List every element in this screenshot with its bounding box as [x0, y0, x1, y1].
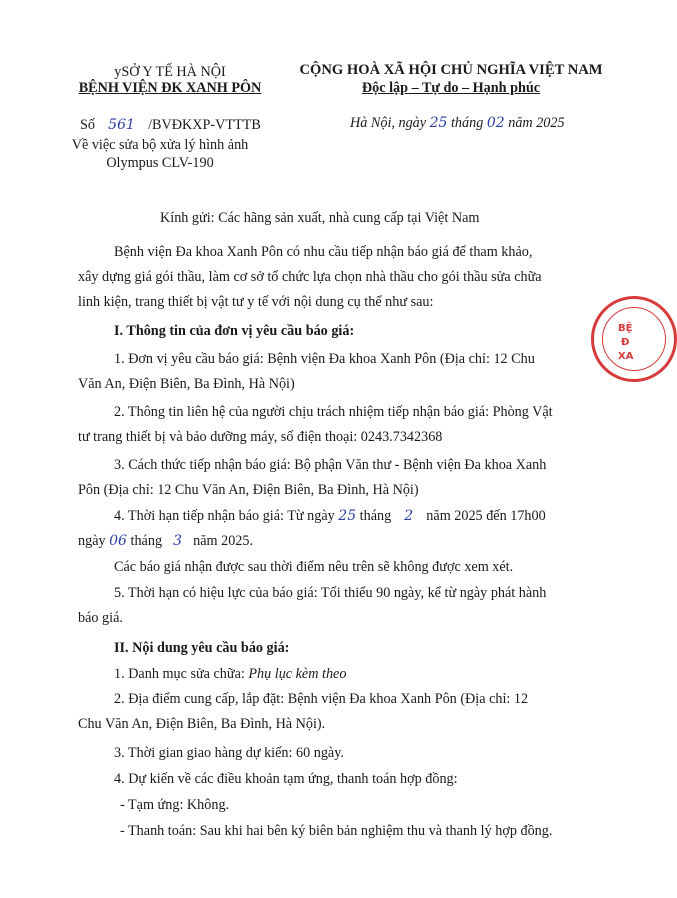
- s1-item2-line1: 2. Thông tin liên hệ của người chịu trách nhiệm tiếp nhận báo giá: Phòng Vật: [114, 404, 553, 420]
- s1-item3-line2: Pôn (Địa chỉ: 12 Chu Văn An, Điện Biên, Ba Đình, Hà Nội): [78, 482, 419, 498]
- intro-line-1: Bệnh viện Đa khoa Xanh Pôn có nhu cầu tiếp nhận báo giá để tham khảo,: [114, 244, 533, 260]
- hospital-name: BỆNH VIỆN ĐK XANH PÔN: [78, 80, 262, 96]
- date-year: năm 2025: [508, 115, 565, 131]
- agency-name: ySỞ Y TẾ HÀ NỘI: [114, 64, 226, 80]
- seal-text-b: Đ: [621, 337, 630, 348]
- handwritten-end-month: 3: [173, 533, 183, 549]
- handwritten-day: 25: [429, 115, 448, 131]
- s2-bullet-payment: - Thanh toán: Sau khi hai bên ký biên bản nghiệm thu và thanh lý hợp đồng.: [120, 823, 553, 839]
- s2-item1: [114, 666, 346, 683]
- s1-item2-line2: tư trang thiết bị và bảo dưỡng máy, số điện thoại: 0243.7342368: [78, 429, 443, 445]
- recipient-line: Kính gửi: Các hãng sản xuất, nhà cung cấp tại Việt Nam: [160, 210, 480, 226]
- section-2-title: II. Nội dung yêu cầu báo giá:: [114, 640, 290, 656]
- s2-item3: 3. Thời gian giao hàng dự kiến: 60 ngày.: [114, 745, 344, 761]
- s1-item4-d: ngày: [78, 533, 106, 549]
- s1-item4-line1: [114, 508, 546, 525]
- intro-line-2: xây dựng giá gói thầu, làm cơ sở tổ chức lựa chọn nhà thầu cho gói thầu sửa chữa: [78, 269, 542, 285]
- s1-item4-e: tháng: [130, 533, 163, 549]
- handwritten-start-month: 2: [404, 508, 414, 524]
- s2-item1-label: 1. Danh mục sửa chữa:: [114, 666, 245, 682]
- s1-item1-line2: Văn An, Điện Biên, Ba Đình, Hà Nội): [78, 376, 295, 392]
- document-number: [80, 117, 261, 134]
- s1-item4-f: năm 2025.: [193, 533, 254, 549]
- s1-note: Các báo giá nhận được sau thời điểm nêu trên sẽ không được xem xét.: [114, 559, 514, 575]
- number-prefix: Số: [80, 117, 95, 133]
- handwritten-start-day: 25: [338, 508, 357, 524]
- subject-line-1: Về việc sửa bộ xửa lý hình ảnh: [71, 137, 249, 153]
- handwritten-number: 561: [108, 117, 135, 133]
- seal-inner-ring: [602, 307, 666, 371]
- section-1-title: I. Thông tin của đơn vị yêu cầu báo giá:: [114, 323, 355, 339]
- handwritten-month: 02: [486, 115, 505, 131]
- nation-title: CỘNG HOÀ XÃ HỘI CHỦ NGHĨA VIỆT NAM: [299, 62, 603, 78]
- seal-text-c: XA: [618, 351, 634, 362]
- s2-item2-line2: Chu Văn An, Điện Biên, Ba Đình, Hà Nội).: [78, 716, 326, 732]
- s1-item4-c: năm 2025 đến 17h00: [426, 508, 546, 524]
- s1-item5-line2: báo giá.: [78, 610, 123, 626]
- date-line: [350, 115, 565, 132]
- s1-item4-line2: [78, 533, 253, 550]
- s2-bullet-advance: - Tạm ứng: Không.: [120, 797, 230, 813]
- s1-item4-b: tháng: [359, 508, 392, 524]
- s1-item1-line1: 1. Đơn vị yêu cầu báo giá: Bệnh viện Đa khoa Xanh Pôn (Địa chỉ: 12 Chu: [114, 351, 535, 367]
- number-suffix: /BVĐKXP-VTTTB: [148, 117, 261, 133]
- nation-motto: Độc lập – Tự do – Hạnh phúc: [361, 80, 541, 96]
- seal-text-a: BỆ: [618, 323, 633, 334]
- subject-line-2: Olympus CLV-190: [106, 155, 214, 171]
- intro-line-3: linh kiện, trang thiết bị vật tư y tế với nội dung cụ thể như sau:: [78, 294, 434, 310]
- s1-item5-line1: 5. Thời hạn có hiệu lực của báo giá: Tối thiểu 90 ngày, kể từ ngày phát hành: [114, 585, 547, 601]
- handwritten-end-day: 06: [109, 533, 127, 549]
- s2-item2-line1: 2. Địa điểm cung cấp, lắp đặt: Bệnh viện Đa khoa Xanh Pôn (Địa chỉ: 12: [114, 691, 529, 707]
- date-place: Hà Nội, ngày: [350, 115, 427, 131]
- s2-item4: 4. Dự kiến về các điều khoản tạm ứng, thanh toán hợp đồng:: [114, 771, 458, 787]
- date-month-label: tháng: [450, 115, 484, 131]
- s1-item3-line1: 3. Cách thức tiếp nhận báo giá: Bộ phận Văn thư - Bệnh viện Đa khoa Xanh: [114, 457, 547, 473]
- red-seal-stamp: [591, 296, 677, 382]
- s1-item4-a: 4. Thời hạn tiếp nhận báo giá: Từ ngày: [114, 508, 335, 524]
- s2-item1-value: Phụ lục kèm theo: [248, 666, 347, 682]
